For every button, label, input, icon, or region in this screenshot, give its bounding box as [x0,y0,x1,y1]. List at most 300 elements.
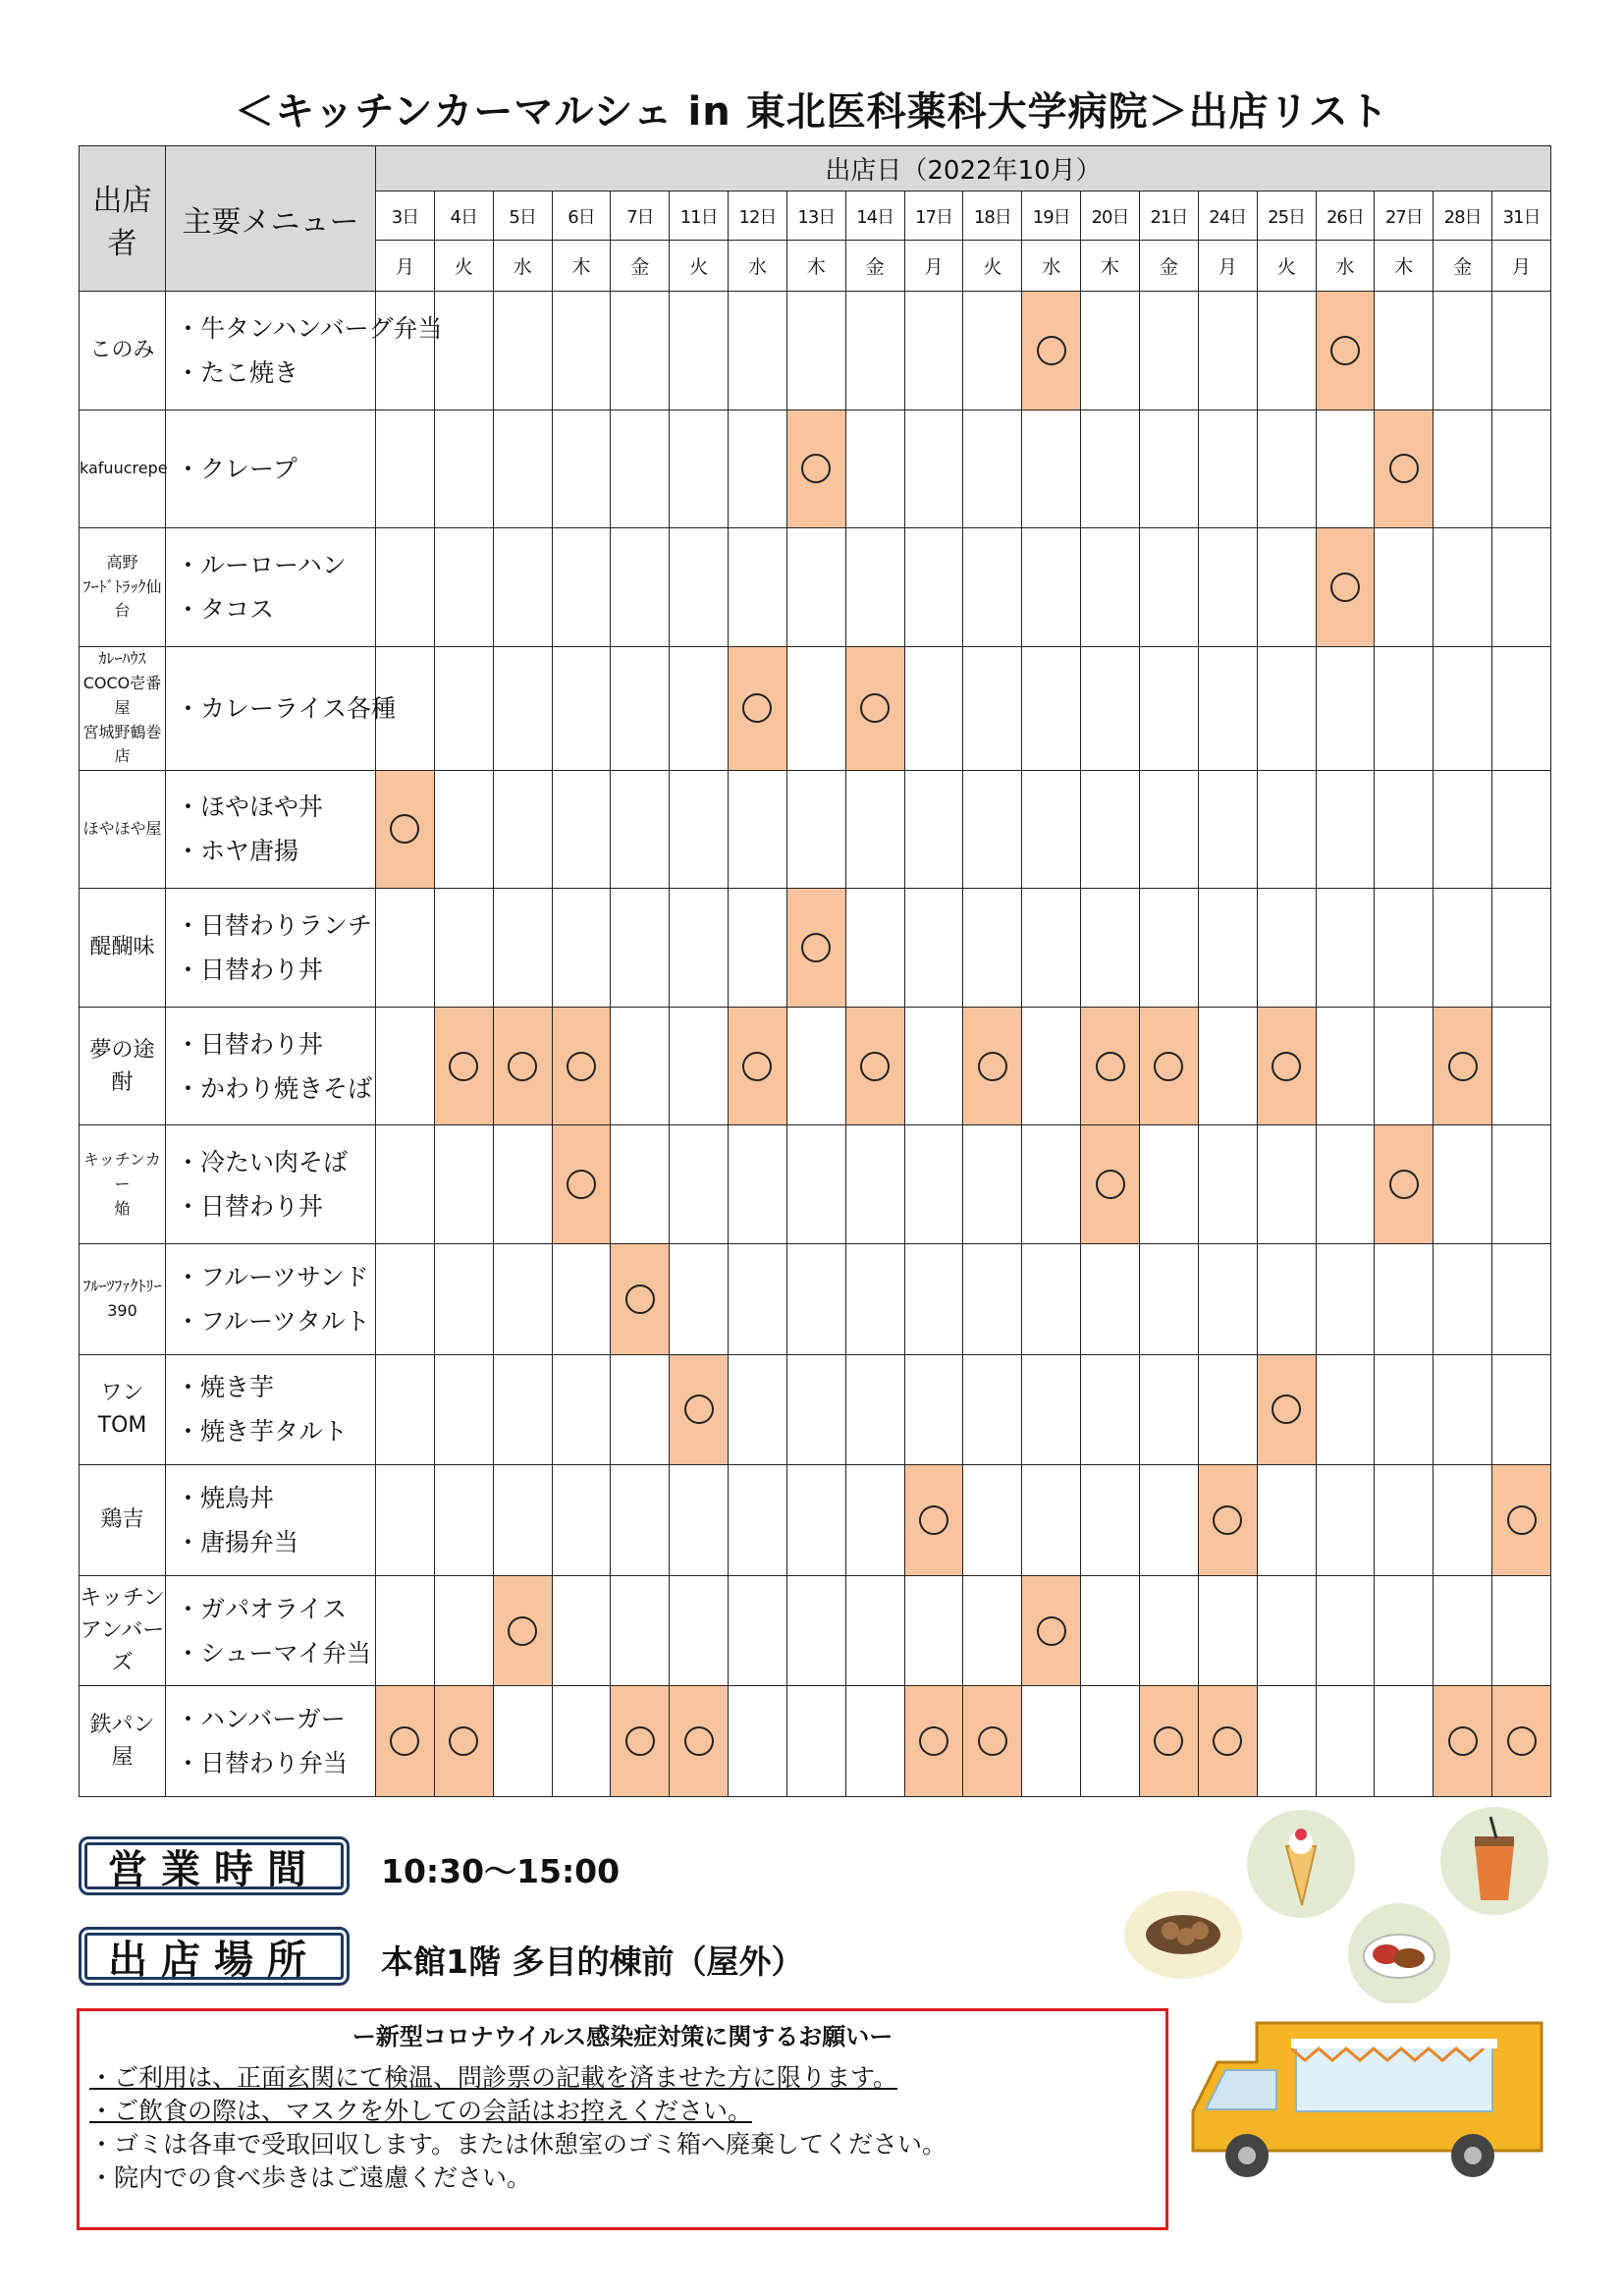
schedule-cell [670,1244,729,1355]
schedule-cell [1022,1125,1081,1244]
open-mark-circle [919,1505,948,1535]
open-mark-circle [742,693,772,723]
schedule-cell [1316,1125,1375,1244]
weekday-cell: 木 [552,241,611,292]
schedule-cell [1139,1575,1198,1686]
vendor-name-line: ほやほや屋 [82,818,162,838]
notice-box [77,2008,1168,2230]
day-cell: 5日 [493,191,552,241]
day-cell: 7日 [611,191,670,241]
table-row [80,646,1551,770]
vendor-name [80,1354,166,1465]
schedule-cell [611,528,670,647]
menu-item: ・日替わり丼 [176,955,324,984]
schedule-cell [963,646,1022,770]
schedule-cell [1257,1575,1316,1686]
table-row [80,1007,1551,1125]
schedule-cell [1375,646,1434,770]
schedule-cell [1434,292,1492,410]
open-mark-circle [1448,1726,1478,1756]
table-row [80,889,1551,1008]
schedule-cell [376,1575,435,1686]
table-row [80,770,1551,889]
weekday-cell: 木 [1375,241,1434,292]
schedule-cell [1198,1007,1257,1125]
schedule-cell [493,528,552,647]
menu-item: ・クレープ [176,454,298,483]
vendor-name-line: キッチンカー [83,1150,161,1193]
open-mark-circle [1096,1170,1125,1199]
vendor-name [80,1007,166,1125]
schedule-cell [552,1354,611,1465]
table-row [80,1354,1551,1465]
notice-line: ・ご飲食の際は、マスクを外しての会話はお控えください。 [89,2097,753,2125]
schedule-cell [1022,1686,1081,1797]
schedule-cell [611,646,670,770]
schedule-cell [963,528,1022,647]
schedule-cell [845,292,904,410]
open-mark-circle [1389,454,1419,483]
schedule-cell [670,646,729,770]
schedule-cell [1434,1465,1492,1576]
schedule-cell [376,1465,435,1576]
vendor-name-line: このみ [89,338,155,363]
schedule-cell [1198,410,1257,528]
schedule-cell [786,1686,845,1797]
schedule-cell [493,1354,552,1465]
vendor-header: 出店者 [80,146,166,292]
schedule-cell [670,1575,729,1686]
open-mark-circle [978,1052,1007,1081]
menu-cell [166,646,397,770]
menu-item: ・かわり焼きそば [176,1073,373,1103]
schedule-cell [1139,528,1198,647]
schedule-cell [376,1007,435,1125]
schedule-cell [963,1575,1022,1686]
schedule-cell [1139,770,1198,889]
schedule-cell [611,889,670,1008]
schedule-cell-open [904,1686,963,1797]
weekday-cell: 月 [904,241,963,292]
open-mark-circle [1272,1394,1301,1424]
schedule-cell [1257,410,1316,528]
schedule-cell-open [1257,1007,1316,1125]
schedule-cell-open [434,1686,493,1797]
schedule-cell [1022,1354,1081,1465]
schedule-cell [1139,1125,1198,1244]
vendor-name [80,528,166,647]
open-mark-circle [1037,336,1066,365]
schedule-cell [552,1244,611,1355]
hours-label: 営業時間 [108,1846,320,1892]
vendor-name-line: アンバーズ [80,1618,165,1676]
open-mark-circle [860,1052,890,1081]
vendor-name-line: 醍醐味 [89,935,155,960]
schedule-cell [1257,889,1316,1008]
schedule-cell [1022,1007,1081,1125]
open-mark-circle [1330,573,1360,602]
schedule-cell [611,1007,670,1125]
schedule-cell [1316,770,1375,889]
menu-cell [166,889,376,1008]
schedule-cell [904,770,963,889]
schedule-cell [963,889,1022,1008]
schedule-cell [1316,1244,1375,1355]
schedule-cell [1139,646,1198,770]
schedule-cell [434,1465,493,1576]
schedule-cell-open [1139,1007,1198,1125]
vendor-name [80,410,166,528]
schedule-cell [376,1244,435,1355]
schedule-cell [611,1465,670,1576]
notice-line: ・院内での食べ歩きはご遠慮ください。 [89,2163,532,2192]
table-row [80,410,1551,528]
schedule-cell [552,770,611,889]
schedule-cell [845,889,904,1008]
schedule-cell [904,1007,963,1125]
weekday-cell: 木 [1081,241,1140,292]
schedule-cell [493,646,552,770]
schedule-cell [1022,410,1081,528]
schedule-cell [1198,292,1257,410]
schedule-cell-open [1081,1125,1140,1244]
schedule-cell [1375,770,1434,889]
schedule-cell [1257,646,1316,770]
open-mark-circle [449,1052,478,1081]
weekday-cell: 火 [434,241,493,292]
day-cell: 20日 [1081,191,1140,241]
schedule-cell [434,528,493,647]
schedule-cell [729,1354,787,1465]
schedule-cell [434,1354,493,1465]
schedule-cell [729,1686,787,1797]
schedule-cell-open [670,1686,729,1797]
takoyaki-icon [1124,1890,1242,1979]
schedule-cell [493,770,552,889]
menu-cell [166,770,376,889]
menu-cell [166,1125,376,1244]
schedule-cell-open [552,1007,611,1125]
vendor-name-line: 宮城野鶴巻店 [82,722,162,766]
day-cell: 6日 [552,191,611,241]
schedule-cell [786,1007,845,1125]
schedule-cell [1081,646,1140,770]
schedule-cell [1022,528,1081,647]
schedule-cell [670,1465,729,1576]
schedule-cell [1081,1465,1140,1576]
schedule-cell [786,292,845,410]
dates-header: 出店日（2022年10月） [376,146,1551,191]
menu-item: ・日替わり丼 [176,1029,324,1059]
schedule-cell [1492,889,1551,1008]
schedule-cell [434,889,493,1008]
menu-item: ・カレーライス各種 [176,693,397,723]
schedule-cell-open [786,410,845,528]
open-mark-circle [449,1726,478,1756]
vendor-name-line: 鶏吉 [100,1507,144,1533]
schedule-cell-open [963,1007,1022,1125]
vendor-name-line: kafuucrepe [80,459,168,478]
schedule-cell [493,410,552,528]
schedule-cell [1375,1465,1434,1576]
schedule-cell [493,889,552,1008]
schedule-cell [845,410,904,528]
schedule-cell [729,770,787,889]
schedule-cell [1434,410,1492,528]
schedule-cell [1022,889,1081,1008]
open-mark-circle [508,1616,537,1646]
schedule-cell [845,1354,904,1465]
schedule-cell [1081,1686,1140,1797]
schedule-cell [1139,292,1198,410]
schedule-cell [1081,1575,1140,1686]
schedule-cell [1081,770,1140,889]
schedule-cell [963,1244,1022,1355]
location-value: 本館1階 多目的棟前（屋外） [381,1942,804,1981]
menu-header: 主要メニュー [166,146,376,292]
schedule-cell [1198,1354,1257,1465]
schedule-cell [1434,646,1492,770]
schedule-cell [904,889,963,1008]
open-mark-circle [742,1052,772,1081]
schedule-cell [670,528,729,647]
menu-item: ・牛タンハンバーグ弁当 [176,313,443,343]
schedule-cell [1434,1575,1492,1686]
schedule-cell [1081,292,1140,410]
schedule-cell [1257,1686,1316,1797]
schedule-cell-open [1198,1465,1257,1576]
vendor-name-line: COCO壱番屋 [82,674,162,717]
weekday-cell: 月 [1492,241,1551,292]
location-badge [79,1927,350,1986]
schedule-cell-open [786,889,845,1008]
schedule-cell [1081,528,1140,647]
schedule-cell [963,292,1022,410]
schedule-cell [1434,1125,1492,1244]
menu-item: ・日替わりランチ [176,910,373,940]
schedule-cell-open [1434,1007,1492,1125]
schedule-cell [845,1125,904,1244]
menu-cell [166,1465,376,1576]
schedule-cell [1434,770,1492,889]
schedule-cell [552,528,611,647]
vendor-name-line: ﾌﾙｰﾂﾌｧｸﾄﾘｰ [82,1277,162,1295]
open-mark-circle [860,693,890,723]
schedule-cell [1492,1575,1551,1686]
schedule-cell [904,1244,963,1355]
schedule-cell-open [493,1007,552,1125]
schedule-cell [1492,1244,1551,1355]
table-row [80,528,1551,647]
open-mark-circle [978,1726,1007,1756]
weekday-cell: 金 [611,241,670,292]
weekday-cell: 月 [376,241,435,292]
table-row [80,1125,1551,1244]
schedule-cell [1434,1244,1492,1355]
schedule-cell [729,889,787,1008]
schedule-cell [1139,1244,1198,1355]
schedule-cell [1257,770,1316,889]
day-cell: 14日 [845,191,904,241]
schedule-cell [729,410,787,528]
vendor-name-line: 390 [107,1300,137,1320]
table-row [80,1465,1551,1576]
schedule-cell [1375,889,1434,1008]
weekday-cell: 月 [1198,241,1257,292]
schedule-cell [376,528,435,647]
open-mark-circle [1507,1505,1537,1535]
schedule-cell [1375,1686,1434,1797]
schedule-cell [1198,1575,1257,1686]
schedule-cell [670,1007,729,1125]
vendor-name-line: 焔 [114,1198,131,1218]
vendor-name-line: キッチン [80,1586,165,1612]
schedule-cell [1257,1244,1316,1355]
menu-item: ・フルーツサンド [176,1262,369,1291]
schedule-cell [493,1244,552,1355]
schedule-cell [1257,1125,1316,1244]
schedule-cell [1022,1465,1081,1576]
schedule-cell [1492,1007,1551,1125]
schedule-cell [786,646,845,770]
schedule-cell [1081,889,1140,1008]
open-mark-circle [684,1394,714,1424]
menu-item: ・焼き芋 [176,1373,275,1402]
open-mark-circle [1389,1170,1419,1199]
schedule-cell [1198,1244,1257,1355]
schedule-cell-open [552,1125,611,1244]
schedule-cell [1022,1244,1081,1355]
location-label: 出店場所 [108,1937,320,1983]
schedule-cell [1022,770,1081,889]
schedule-cell [434,1575,493,1686]
table-row [80,292,1551,410]
schedule-cell [786,1575,845,1686]
vendor-name-line: 鉄パン屋 [89,1713,155,1771]
schedule-cell [552,1465,611,1576]
open-mark-circle [801,454,831,483]
schedule-cell [845,770,904,889]
schedule-cell [493,1125,552,1244]
menu-item: ・ホヤ唐揚 [176,837,299,866]
open-mark-circle [801,933,831,962]
schedule-cell [786,1465,845,1576]
schedule-cell [1316,410,1375,528]
schedule-cell-open [1492,1465,1551,1576]
schedule-cell [1081,1244,1140,1355]
schedule-cell [1492,770,1551,889]
schedule-cell [1257,292,1316,410]
menu-item: ・焼鳥丼 [176,1483,275,1512]
weekday-cell: 木 [786,241,845,292]
schedule-cell-open [1375,1125,1434,1244]
table-row [80,1244,1551,1355]
schedule-cell [493,1686,552,1797]
schedule-cell [376,889,435,1008]
open-mark-circle [1507,1726,1537,1756]
open-mark-circle [1330,336,1360,365]
schedule-cell [963,1125,1022,1244]
schedule-cell [1316,1354,1375,1465]
weekday-cell: 水 [1316,241,1375,292]
vendor-name-line: ワンTOM [97,1381,147,1439]
schedule-cell-open [611,1244,670,1355]
schedule-cell [904,1575,963,1686]
page-title: ＜キッチンカーマルシェ in 東北医科薬科大学病院＞出店リスト [235,89,1389,135]
weekday-cell: 水 [493,241,552,292]
open-mark-circle [625,1726,655,1756]
schedule-cell [1375,1575,1434,1686]
schedule-cell [904,1354,963,1465]
schedule-cell [1375,292,1434,410]
schedule-cell [552,1575,611,1686]
open-mark-circle [1272,1052,1301,1081]
schedule-cell [845,528,904,647]
schedule-cell [904,528,963,647]
menu-item: ・冷たい肉そば [176,1148,349,1177]
menu-item: ・フルーツタルト [176,1306,370,1336]
table-row [80,1575,1551,1686]
schedule-cell [611,410,670,528]
open-mark-circle [390,1726,419,1756]
vendor-name [80,889,166,1008]
schedule-cell-open [1316,292,1375,410]
schedule-cell [729,1575,787,1686]
day-cell: 19日 [1022,191,1081,241]
vendor-name-line: ﾌｰﾄﾞﾄﾗｯｸ仙台 [82,576,162,621]
schedule-cell [1081,1354,1140,1465]
menu-item: ・たこ焼き [176,357,299,387]
day-cell: 4日 [434,191,493,241]
schedule-cell [434,646,493,770]
menu-cell [166,1354,376,1465]
schedule-cell [376,1125,435,1244]
vendor-name-line: 夢の途酎 [89,1037,155,1095]
weekday-cell: 水 [729,241,787,292]
schedule-cell-open [729,646,787,770]
schedule-cell [1316,1007,1375,1125]
schedule-cell-open [729,1007,787,1125]
schedule-cell [670,770,729,889]
schedule-cell [845,1686,904,1797]
vendor-name [80,646,166,770]
menu-cell [166,292,443,410]
schedule-cell [1316,889,1375,1008]
menu-item: ・シューマイ弁当 [176,1638,372,1667]
schedule-cell [552,410,611,528]
day-cell: 3日 [376,191,435,241]
open-mark-circle [625,1285,655,1314]
schedule-cell [1198,1125,1257,1244]
day-cell: 31日 [1492,191,1551,241]
food-illustrations [1119,1807,1551,2003]
schedule-cell [1434,528,1492,647]
open-mark-circle [567,1052,596,1081]
open-mark-circle [567,1170,596,1199]
schedule-cell [1139,410,1198,528]
notice-title: ー新型コロナウイルス感染症対策に関するお願いー [352,2023,893,2050]
menu-cell [166,1575,376,1686]
schedule-cell-open [904,1465,963,1576]
schedule-cell [904,646,963,770]
schedule-cell [904,1125,963,1244]
schedule-cell [1198,528,1257,647]
schedule-cell [904,410,963,528]
schedule-cell [1434,889,1492,1008]
schedule-cell [611,1125,670,1244]
weekday-cell: 金 [1139,241,1198,292]
schedule-cell [1139,1465,1198,1576]
